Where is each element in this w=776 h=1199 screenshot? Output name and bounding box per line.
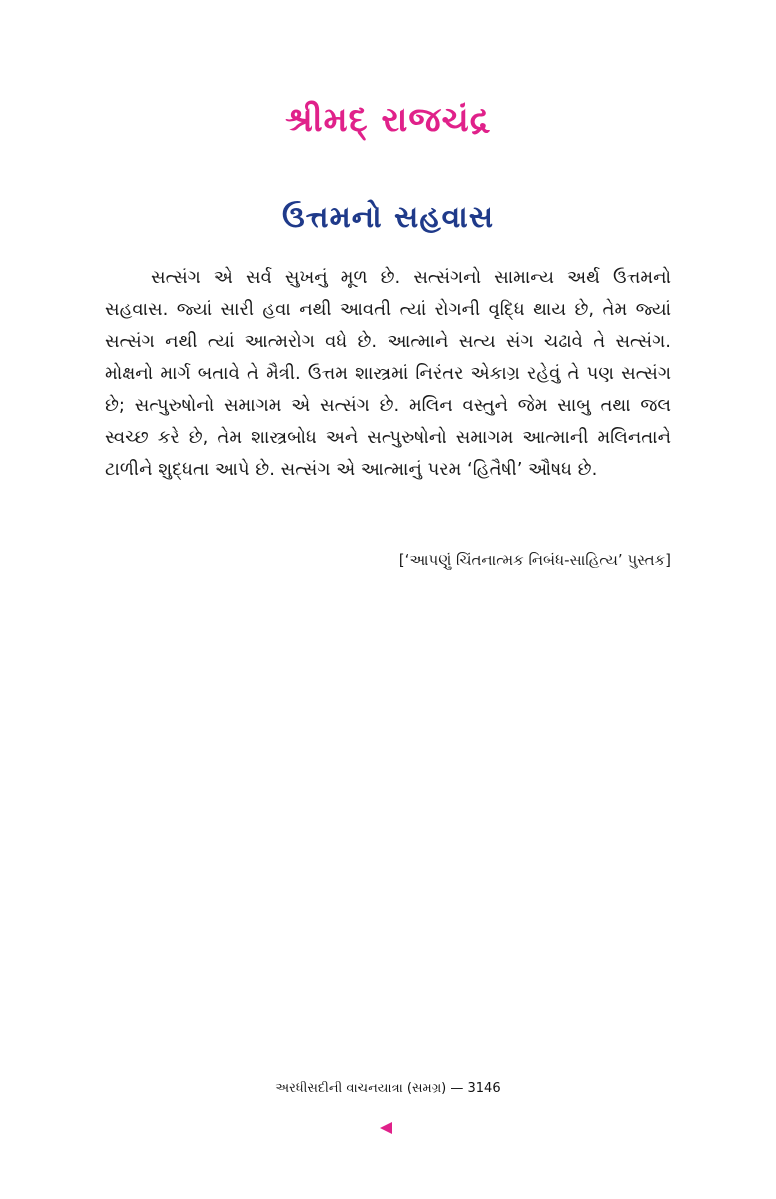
- article-paragraph: સત્સંગ એ સર્વ સુખનું મૂળ છે. સત્સંગનો સામાન્ય અર્થ ઉત્તમનો સહવાસ. જ્યાં સારી હવા નથી આવતી ત્યાં રોગની વૃદ્ધિ થાય છે, તેમ જ્યાં સત્સંગ નથી ત્યાં આત્મરોગ વધે છે. આત્માને સત્ય સંગ ચઢાવે તે સત્સંગ. મોક્ષનો માર્ગ બતાવે તે મૈત્રી. ઉત્તમ શાસ્ત્રમાં નિરંતર એકાગ્ર રહેવું તે પણ સત્સંગ છે; સત્પુરુષોનો સમાગમ એ સત્સંગ છે. મલિન વસ્તુને જેમ સાબુ તથા જલ સ્વચ્છ કરે છે, તેમ શાસ્ત્રબોધ અને સત્પુરુષોનો સમાગમ આત્માની મલિનતાને ટાળીને શુદ્ધતા આપે છે. સત્સંગ એ આત્માનું પરમ ‘હિતૈષી’ ઔષધ છે.: [105, 267, 671, 480]
- author-name: શ્રીમદ્ રાજચંદ્ર: [285, 100, 491, 140]
- page-footer: અરધીસદીની વાચનયાત્રા (સમગ્ર) — 3146: [275, 1081, 501, 1096]
- article-title: ઉત્તમનો સહવાસ: [281, 200, 495, 235]
- source-citation: [‘આપણું ચિંતનાત્મક નિબંધ-સાહિત્ય’ પુસ્તક]: [398, 551, 671, 569]
- left-triangle-icon: [380, 1122, 392, 1134]
